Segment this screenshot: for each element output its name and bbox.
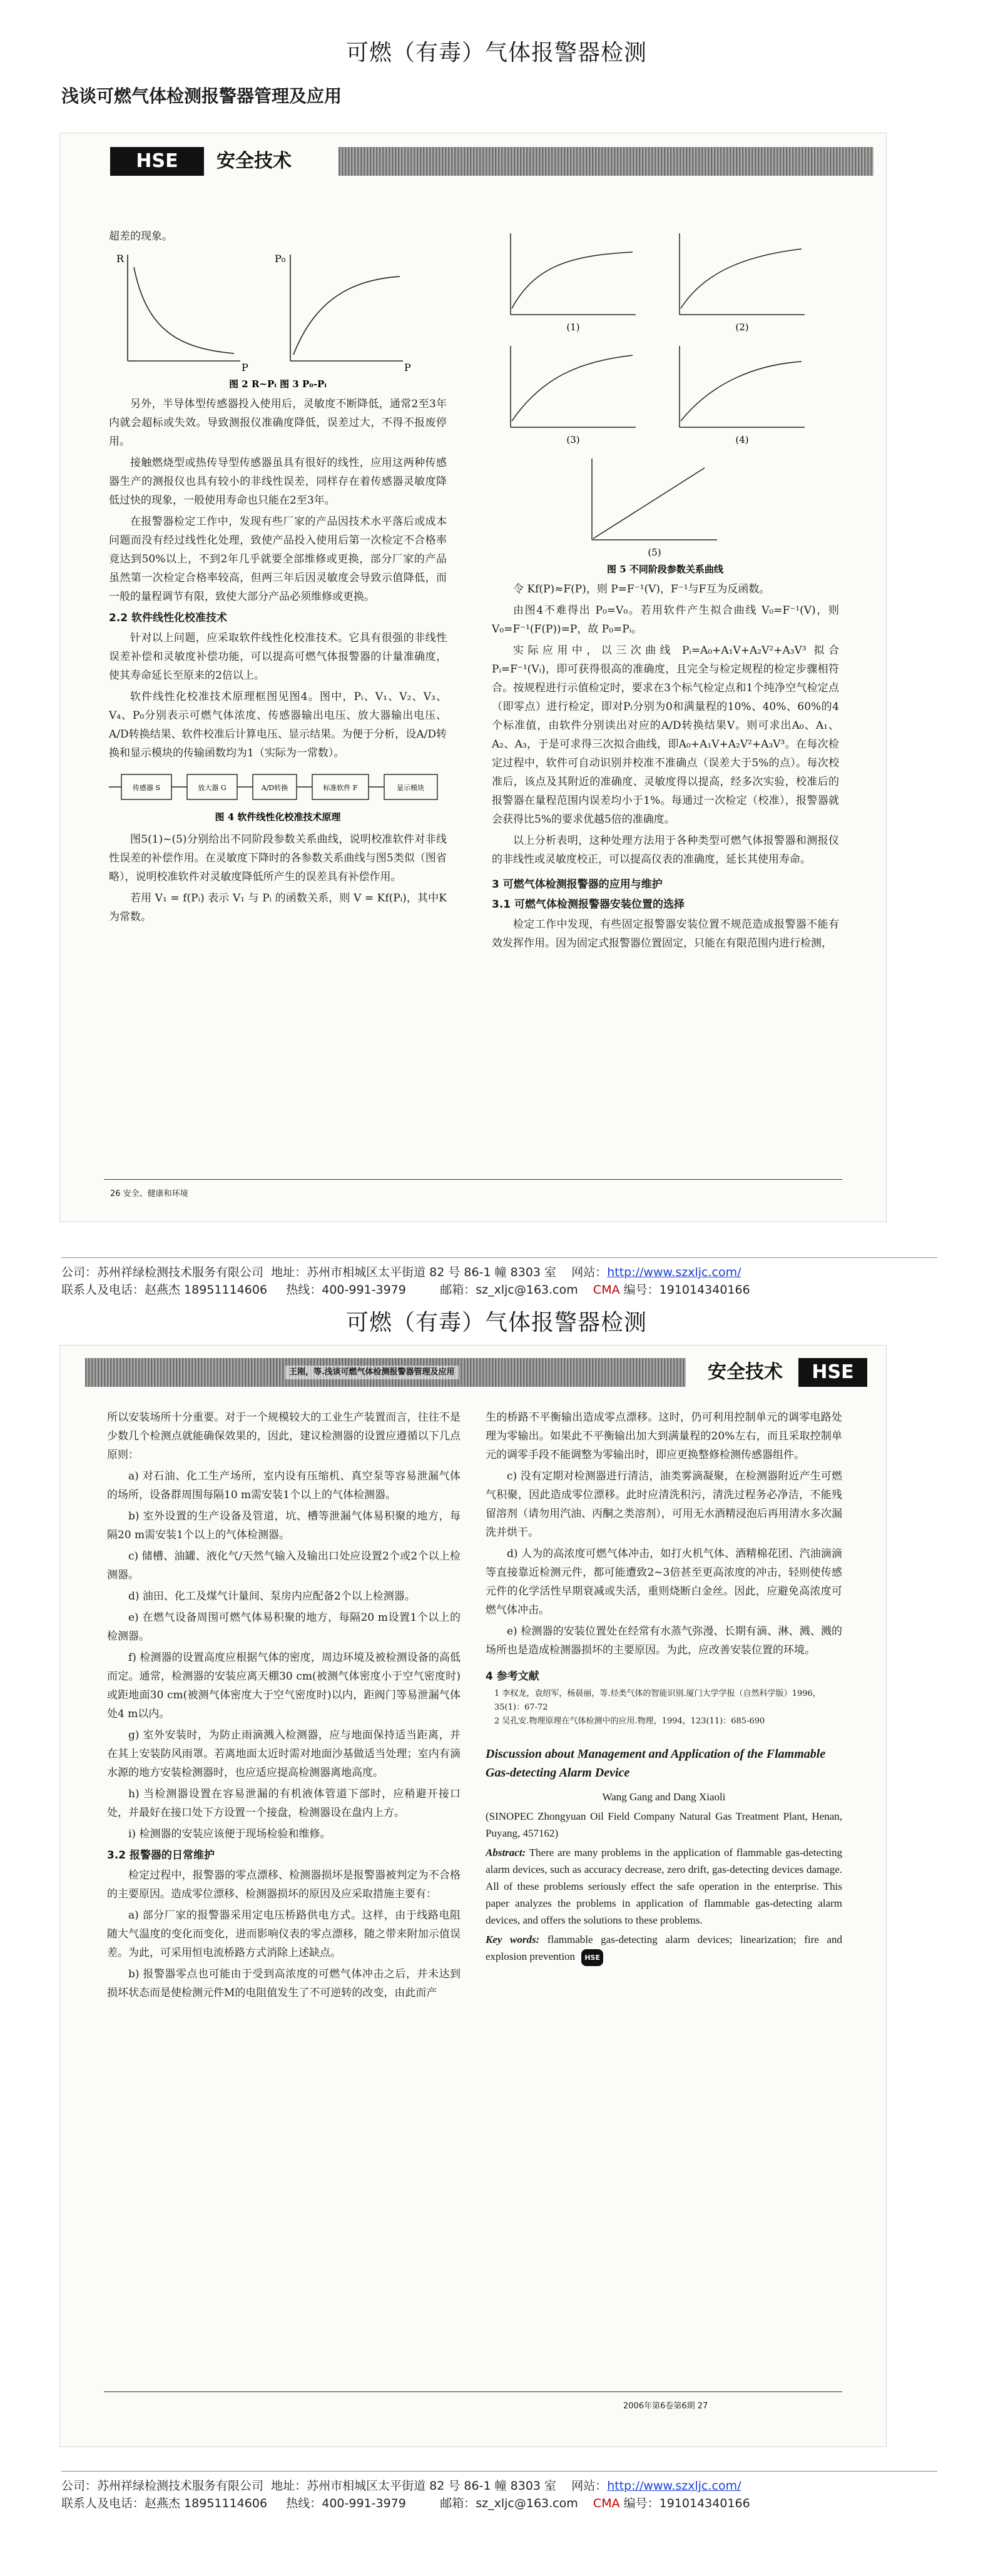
- running-header: 王刚，等.浅谈可燃气体检测报警器管理及应用: [285, 1366, 459, 1379]
- paragraph: 实际应用中，以三次曲线 Pᵢ=A₀+A₁V+A₂V²+A₃V³ 拟合 Pᵢ=F⁻¹(Vᵢ)，即可获得很高的准确度，且完全与检定规程的检定步骤相符合。按规程进行示值检定时，要求在3个标气检定点和1个纯净空气检定点（即零点）进行检定，即对Pᵢ分别为0和满量程的10%、40%、60%的4个标准值，由软件分别读出对应的A/D转换结果V。则可求出A₀、A₁、A₂、A₃，于是可求得三次拟合曲线，即A₀+A₁V+A₂V²+A₃V³。在每次检定过程中，软件可自动识别并校准不准确点（误差大于5%的点）。每次校准后，该点及其附近的准确度、灵敏度得以提高，经多次实验，校准后的报警器在量程范围内误差均小于1%。每通过一次检定（校准），报警器就会获得比5%的要求优越5倍的准确度。: [492, 644, 839, 826]
- contact-line-2: [61, 1281, 750, 1299]
- paragraph: 另外，半导体型传感器投入使用后，灵敏度不断降低，通常2至3年内就会超标或失效。导致测报仪准确度降低，误差过大，不得不报废停用。: [109, 398, 447, 448]
- right-column: [492, 227, 839, 955]
- figure-2-3: [109, 248, 447, 392]
- footer-rule: [104, 2391, 842, 2392]
- address: 苏州市相城区太平街道 82 号 86-1 幢 8303 室: [307, 2479, 557, 2493]
- english-affiliation: (SINOPEC Zhongyuan Oil Field Company Natural Gas Treatment Plant, Henan, Puyang, 457162): [486, 1810, 842, 1839]
- figure-5-curves: [492, 227, 839, 577]
- hse-tag: HSE: [798, 1358, 867, 1387]
- english-authors: Wang Gang and Dang Xiaoli: [602, 1791, 726, 1803]
- fig5-label: (3): [566, 434, 580, 445]
- section-heading: 3 可燃气体检测报警器的应用与维护: [492, 878, 663, 891]
- block-label: 放大器 G: [198, 784, 227, 792]
- paragraph: g) 室外安装时，为防止雨滴溅入检测器，应与地面保持适当距离，并在其上安装防风雨罩。若离地面太近时需对地面沙基做适当处理；室内有滴水源的地方安装检测器时，也应适应提高检测器离地高度。: [107, 1729, 461, 1779]
- fig5-label: (4): [735, 434, 749, 445]
- paragraph: a) 部分厂家的报警器采用定电压桥路供电方式。这样，由于线路电阻随大气温度的变化而变化，进而影响仪表的零点漂移，随之带来附加示值误差。为此，可采用恒电流桥路方式消除上述缺点。: [107, 1909, 461, 1959]
- paragraph: 超差的现象。: [109, 230, 173, 243]
- paragraph: 由图4不难得出 P₀=V₀。若用软件产生拟合曲线 V₀=F⁻¹(V)，则 V₀=F⁻¹(F(P))=P，故 P₀=Pᵢ。: [492, 604, 839, 636]
- page-footer: 26 安全、健康和环境: [110, 1189, 188, 1199]
- cma-number: 191014340166: [659, 2497, 750, 2510]
- address-label: 地址：: [271, 1265, 307, 1279]
- paragraph: c) 储槽、油罐、液化气/天然气输入及输出口处应设置2个或2个以上检测器。: [107, 1550, 461, 1581]
- paragraph: 以上分析表明，这种处理方法用于各种类型可燃气体报警器和测报仪的非线性或灵敏度校正，可以提高仪表的准确度，延长其使用寿命。: [492, 834, 839, 866]
- fig2-caption: 图 2 R~Pᵢ 图 3 P₀-Pᵢ: [229, 378, 327, 390]
- paragraph: f) 检测器的设置高度应根据气体的密度，周边环境及被检测设备的高低而定。通常，检测器的安装应离天棚30 cm(被测气体密度小于空气密度时)或距地面30 cm(被测气体密度大于空气密度时)以内，距阀门等易泄漏气体处4 m以内。: [107, 1651, 461, 1720]
- company-label: 公司：: [61, 2479, 98, 2493]
- email-label: 邮箱：: [440, 2497, 476, 2510]
- fig4-caption: 图 4 软件线性化校准技术原理: [215, 811, 341, 823]
- paragraph: d) 油田、化工及煤气计量间、泵房内应配备2个以上检测器。: [128, 1590, 415, 1603]
- section-label: 安全技术: [216, 147, 335, 176]
- contact-line-1: [61, 2477, 741, 2495]
- block-label: 显示模块: [397, 784, 424, 792]
- cma-text: 编号：: [619, 2497, 659, 2510]
- paragraph: d) 人为的高浓度可燃气体冲击，如打火机气体、酒精棉花团、汽油滴滴等直接靠近检测元件，都可能遭致2~3倍甚至更高浓度的冲击，轻则使传感元件的化学活性早期衰减或失活，重则烧断白金丝。因此，应避免高浓度可燃气体冲击。: [486, 1548, 842, 1616]
- paragraph: i) 检测器的安装应该便于现场检验和维修。: [128, 1828, 331, 1840]
- contact-line-2: [61, 2495, 750, 2512]
- paragraph: 所以安装场所十分重要。对于一个规模较大的工业生产装置而言，往往不是少数几个检测点就能确保效果的，因此，建议检测器的设置应遵循以下几点原则：: [107, 1411, 461, 1461]
- paragraph: a) 对石油、化工生产场所，室内设有压缩机、真空泵等容易泄漏气体的场所，设备群周围每隔10 m需安装1个以上的气体检测器。: [107, 1470, 461, 1501]
- abstract-label: Abstract:: [486, 1847, 526, 1858]
- reference-item: 2 吴孔安.物理原理在气体检测中的应用.物理，1994，123(11)：685-690: [494, 1716, 765, 1726]
- paragraph: 在报警器检定工作中，发现有些厂家的产品因技术水平落后或成本问题而没有经过线性化处理，致使产品投入使用后第一次检定不合格率竟达到50%以上，不到2年几乎就要全部维修或更换，部分厂家的产品虽然第一次检定合格率较高，但两三年后因灵敏度会导致示值降低，而一般的量程调节有限，致使大部分产品必须维修或更换。: [109, 515, 447, 603]
- hotline: 400-991-3979: [322, 2497, 406, 2510]
- hotline-label: 热线：: [286, 2497, 322, 2510]
- cma-text: 编号：: [619, 1283, 659, 1297]
- block-label: 传感器 S: [132, 784, 161, 792]
- email[interactable]: sz_xljc@163.com: [476, 2497, 578, 2510]
- fig5-caption: 图 5 不同阶段参数关系曲线: [607, 564, 723, 575]
- email[interactable]: sz_xljc@163.com: [476, 1283, 578, 1297]
- english-keywords: [486, 1931, 842, 1966]
- address-label: 地址：: [271, 2479, 307, 2493]
- paragraph: 检定工作中发现，有些固定报警器安装位置不规范造成报警器不能有效发挥作用。因为固定式报警器位置固定，只能在有限范围内进行检测，: [492, 918, 839, 950]
- fig5-label: (5): [648, 547, 661, 558]
- paragraph: 令 Kf(P)≈F(P)，则 P=F⁻¹(V)，F⁻¹与F互为反函数。: [513, 583, 770, 596]
- english-title: Discussion about Management and Application of the Flammable Gas-detecting Alarm Device: [486, 1747, 826, 1780]
- page-title: 可燃（有毒）气体报警器检测: [345, 40, 647, 66]
- keywords-text: flammable gas-detecting alarm devices; linearization; fire and explosion prevention: [486, 1934, 842, 1962]
- contact-line-1: [61, 1264, 741, 1281]
- paragraph: 若用 V₁ = f(Pᵢ) 表示 V₁ 与 Pᵢ 的函数关系，则 V = Kf(Pᵢ)，其中K为常数。: [109, 892, 447, 923]
- paragraph: c) 没有定期对检测器进行清洁，油类雾滴凝聚，在检测器附近产生可燃气积聚，因此造成零位漂移。此时应清洗积污，清洗过程务必净洁，不能残留溶剂（请勿用汽油、丙酮之类溶剂），可用无水酒精浸泡后再用清水多次漏洗并烘干。: [486, 1470, 842, 1539]
- address: 苏州市相城区太平街道 82 号 86-1 幢 8303 室: [307, 1265, 557, 1279]
- paragraph: b) 室外设置的生产设备及管道，坑、槽等泄漏气体易积聚的地方，每隔20 m需安装1个以上的气体检测器。: [107, 1510, 461, 1541]
- paragraph: 图5(1)~(5)分别给出不同阶段参数关系曲线，说明校准软件对非线性误差的补偿作用。在灵敏度下降时的各参数关系曲线与图5类似（图省略），说明校准软件对灵敏度降低所产生的误差具有补偿作用。: [109, 833, 447, 883]
- fig5-label: (1): [566, 322, 580, 333]
- cma-label: CMA: [593, 1283, 620, 1297]
- person: 赵燕杰 18951114606: [145, 1283, 268, 1297]
- keywords-label: Key words:: [486, 1934, 540, 1945]
- fig2-xlabel: P: [242, 362, 248, 373]
- article-title: 浅谈可燃气体检测报警器管理及应用: [61, 86, 342, 106]
- left-column: [109, 227, 447, 929]
- paragraph: 软件线性化校准技术原理框图见图4。图中，Pᵢ、V₁、V₂、V₃、V₄、P₀分别表示可燃气体浓度、传感器输出电压、放大器输出电压、A/D转换结果、软件校准后计算电压、显示结果。为便于分析，设A/D转换和显示模块的传输函数均为1（实际为一常数）。: [109, 691, 447, 759]
- paragraph: b) 报警器零点也可能由于受到高浓度的可燃气体冲击之后，并未达到损坏状态而是使检测元件M的电阻值发生了不可逆转的改变，由此而产: [107, 1968, 461, 1999]
- company-label: 公司：: [61, 1265, 98, 1279]
- fig2-ylabel: R: [116, 253, 125, 265]
- page-title: 可燃（有毒）气体报警器检测: [345, 1310, 647, 1336]
- fig5-label: (2): [735, 322, 749, 333]
- paragraph: 检定过程中，报警器的零点漂移、检测器损坏是报警器被判定为不合格的主要原因。造成零位漂移、检测器损坏的原因及应采取措施主要有：: [107, 1869, 461, 1900]
- block-label: 标准软件 F: [323, 784, 358, 792]
- company-name: 苏州祥绿检测技术服务有限公司: [97, 1265, 264, 1279]
- section-heading: 2.2 软件线性化校准技术: [109, 612, 228, 624]
- left-column: [107, 1408, 461, 2005]
- paragraph: 接触燃烧型或热传导型传感器虽具有很好的线性，应用这两种传感器生产的测报仪也具有较小的非线性误差，同样存在着传感器灵敏度降低过快的现象，一般使用寿命也只能在2至3年。: [109, 457, 447, 507]
- company-name: 苏州祥绿检测技术服务有限公司: [97, 2479, 264, 2493]
- reference-item: 1 李权龙，袁绍军，杨晨丽，等.烃类气体的智能识别.厦门大学学报（自然科学版）1996，35(1)：67-72: [494, 1689, 821, 1712]
- hse-end-mark-icon: HSE: [581, 1949, 603, 1966]
- person: 赵燕杰 18951114606: [145, 2497, 268, 2510]
- website-label: 网站：: [571, 1265, 608, 1279]
- hotline: 400-991-3979: [322, 1283, 406, 1297]
- right-column: [486, 1408, 842, 1966]
- section-heading: 4 参考文献: [486, 1670, 539, 1683]
- abstract-text: There are many problems in the application of flammable gas-detecting alarm devices, such as accuracy decrease, zero drift, gas-detecting devices damage. All of these problems seriously effect the safe operation in the enterprise. This paper analyzes the problems in application of flammable gas-detecting alarm devices, and offers the solutions to these problems.: [486, 1847, 842, 1926]
- website-link[interactable]: http://www.szxljc.com/: [607, 1265, 741, 1279]
- separator: [61, 2471, 937, 2472]
- section-heading: 3.2 报警器的日常维护: [107, 1849, 215, 1862]
- hotline-label: 热线：: [286, 1283, 322, 1297]
- cma-label: CMA: [593, 2497, 620, 2510]
- website-link[interactable]: http://www.szxljc.com/: [607, 2479, 741, 2493]
- paragraph: 生的桥路不平衡输出造成零点漂移。这时，仍可利用控制单元的调零电路处理为零输出。如果此不平衡输出加大到满量程的20%左右，而且采取控制单元的调零手段不能调整为零输出时，即应更换整修检测传感器组件。: [486, 1411, 842, 1461]
- fig3-xlabel: P: [404, 362, 411, 373]
- hse-tag: HSE: [110, 147, 204, 176]
- paragraph: h) 当检测器设置在容易泄漏的有机液体管道下部时，应稍避开接口处，并最好在接口处下方设置一个接盘，检测器设在盘内上方。: [107, 1788, 461, 1819]
- journal-scan-page-27: [59, 1345, 887, 2447]
- english-abstract: [486, 1844, 842, 1929]
- email-label: 邮箱：: [440, 1283, 476, 1297]
- journal-scan-page-26: [59, 133, 887, 1222]
- person-label: 联系人及电话：: [61, 1283, 145, 1297]
- section-heading: 3.1 可燃气体检测报警器安装位置的选择: [492, 898, 685, 911]
- block-label: A/D转换: [261, 784, 288, 792]
- paragraph: e) 检测器的安装位置处在经常有水蒸气弥漫、长期有滴、淋、溅、溅的场所也是造成检测器损坏的主要原因。为此，应改善安装位置的环境。: [486, 1625, 842, 1656]
- person-label: 联系人及电话：: [61, 2497, 145, 2510]
- header-texture: [339, 147, 873, 176]
- separator: [61, 1257, 937, 1258]
- website-label: 网站：: [571, 2479, 608, 2493]
- page-footer: 2006年第6卷第6期 27: [623, 2401, 708, 2411]
- paragraph: e) 在燃气设备周围可燃气体易积聚的地方，每隔20 m设置1个以上的检测器。: [107, 1611, 461, 1643]
- fig3-ylabel: P₀: [275, 253, 286, 265]
- footer-rule: [104, 1179, 842, 1180]
- cma-number: 191014340166: [659, 1283, 750, 1297]
- paragraph: 针对以上问题，应采取软件线性化校准技术。它具有很强的非线性误差补偿和灵敏度补偿功能，可以提高可燃气体报警器的计量准确度，使其寿命延长至原来的2倍以上。: [109, 632, 447, 682]
- section-label: 安全技术: [708, 1361, 783, 1383]
- figure-4-block-diagram: [109, 765, 447, 828]
